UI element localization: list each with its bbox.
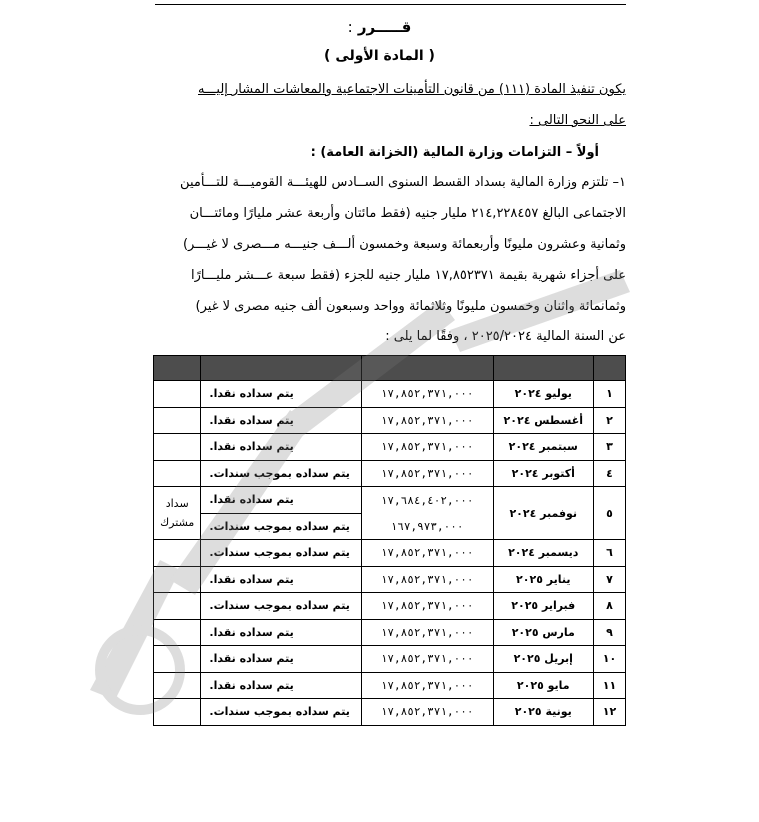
row-amount: ١٧,٨٥٢,٣٧١,٠٠٠: [361, 381, 493, 408]
row-number: ٢: [593, 407, 625, 434]
row-number: ٦: [593, 540, 625, 567]
decision-colon: :: [347, 18, 353, 36]
row-month: فبراير ٢٠٢٥: [493, 593, 593, 620]
row-extra: [154, 699, 201, 726]
row-month: أكتوبر ٢٠٢٤: [493, 460, 593, 487]
row-amount: ١٧,٨٥٢,٣٧١,٠٠٠: [361, 460, 493, 487]
row-number: ٣: [593, 434, 625, 461]
row-amount: ١٧,٨٥٢,٣٧١,٠٠٠: [361, 566, 493, 593]
intro-line-2: على النحو التالى :: [529, 113, 626, 128]
row-note: يتم سداده نقدا.: [201, 619, 361, 646]
row-number: ١: [593, 381, 625, 408]
row-amount: ١٧,٨٥٢,٣٧١,٠٠٠: [361, 699, 493, 726]
row-note: يتم سداده بموجب سندات.: [201, 699, 361, 726]
row-number: ١٠: [593, 646, 625, 673]
row-note: يتم سداده نقدا.: [201, 646, 361, 673]
row-amount: ١٧,٦٨٤,٤٠٢,٠٠٠: [361, 487, 493, 514]
row-number: ٥: [593, 487, 625, 540]
article-title: ( المادة الأولى ): [324, 48, 435, 64]
body-line-3: وثمانية وعشرون مليونًا وأربعمائة وسبعة وخمسون ألـــف جنيـــه مـــصرى لا غيـــر): [182, 237, 626, 252]
decision-label: قـــــرر: [357, 18, 412, 36]
row-note: يتم سداده بموجب سندات.: [201, 460, 361, 487]
row-month: ديسمبر ٢٠٢٤: [493, 540, 593, 567]
row-number: ٤: [593, 460, 625, 487]
row-extra: [154, 619, 201, 646]
section-heading: أولاً – التزامات وزارة المالية (الخزانة العامة) :: [310, 145, 599, 160]
row-month: يونية ٢٠٢٥: [493, 699, 593, 726]
row-note: يتم سداده بموجب سندات.: [201, 593, 361, 620]
row-note: يتم سداده نقدا.: [201, 487, 361, 514]
header-cell: [201, 356, 361, 381]
row-month: مايو ٢٠٢٥: [493, 672, 593, 699]
table-header-row: [154, 356, 626, 381]
row-note-2: يتم سداده بموجب سندات.: [201, 513, 361, 540]
decision-title: [0, 18, 759, 36]
row-extra: [154, 460, 201, 487]
row-extra: سداد مشترك: [154, 487, 201, 540]
table-row: [154, 646, 626, 673]
table-row: [154, 699, 626, 726]
body-line-2: الاجتماعى البالغ ٢١٤,٢٢٨٤٥٧ مليار جنيه (فقط مائتان وأربعة عشر مليارًا ومائتـــان: [189, 206, 626, 221]
table-row: [154, 407, 626, 434]
row-amount: ١٧,٨٥٢,٣٧١,٠٠٠: [361, 619, 493, 646]
header-cell: [493, 356, 593, 381]
header-cell: [593, 356, 625, 381]
row-amount: ١٧,٨٥٢,٣٧١,٠٠٠: [361, 646, 493, 673]
row-amount: ١٧,٨٥٢,٣٧١,٠٠٠: [361, 672, 493, 699]
row-number: ٧: [593, 566, 625, 593]
row-month: سبتمبر ٢٠٢٤: [493, 434, 593, 461]
row-amount: ١٧,٨٥٢,٣٧١,٠٠٠: [361, 593, 493, 620]
top-divider: [155, 4, 626, 5]
row-note: يتم سداده نقدا.: [201, 381, 361, 408]
body-line-6: عن السنة المالية ٢٠٢٥/٢٠٢٤ ، وفقًا لما يلى :: [385, 329, 626, 344]
table-row: [154, 593, 626, 620]
row-extra: [154, 593, 201, 620]
row-number: ١١: [593, 672, 625, 699]
table-row: [154, 460, 626, 487]
row-note: يتم سداده نقدا.: [201, 407, 361, 434]
row-extra: [154, 540, 201, 567]
row-amount-2: ١٦٧,٩٧٣,٠٠٠: [361, 513, 493, 540]
row-amount: ١٧,٨٥٢,٣٧١,٠٠٠: [361, 540, 493, 567]
row-note: يتم سداده نقدا.: [201, 672, 361, 699]
table-row: [154, 540, 626, 567]
row-month: إبريل ٢٠٢٥: [493, 646, 593, 673]
body-line-4: على أجزاء شهرية بقيمة ١٧,٨٥٢٣٧١ مليار جنيه للجزء (فقط سبعة عـــشر مليـــارًا: [190, 268, 626, 283]
row-extra: [154, 566, 201, 593]
row-number: ١٢: [593, 699, 625, 726]
row-number: ٨: [593, 593, 625, 620]
row-extra: [154, 381, 201, 408]
table-row: [154, 672, 626, 699]
row-note: يتم سداده نقدا.: [201, 566, 361, 593]
row-extra: [154, 434, 201, 461]
payments-table: [153, 355, 626, 726]
row-month: مارس ٢٠٢٥: [493, 619, 593, 646]
table-row: [154, 434, 626, 461]
row-amount: ١٧,٨٥٢,٣٧١,٠٠٠: [361, 407, 493, 434]
row-number: ٩: [593, 619, 625, 646]
row-note: يتم سداده بموجب سندات.: [201, 540, 361, 567]
row-extra: [154, 646, 201, 673]
table-row: [154, 619, 626, 646]
body-line-1: ١– تلتزم وزارة المالية بسداد القسط السنوى الســادس للهيئـــة القوميـــة للتـــأمين: [180, 175, 626, 190]
row-extra: [154, 672, 201, 699]
header-cell: [154, 356, 201, 381]
table-row: [154, 381, 626, 408]
row-month: أغسطس ٢٠٢٤: [493, 407, 593, 434]
table-row: [154, 487, 626, 514]
row-amount: ١٧,٨٥٢,٣٧١,٠٠٠: [361, 434, 493, 461]
table-row: [154, 566, 626, 593]
header-cell: [361, 356, 493, 381]
row-month: يناير ٢٠٢٥: [493, 566, 593, 593]
row-month: يوليو ٢٠٢٤: [493, 381, 593, 408]
row-extra: [154, 407, 201, 434]
row-month: نوفمبر ٢٠٢٤: [493, 487, 593, 540]
row-note: يتم سداده نقدا.: [201, 434, 361, 461]
intro-line-1: يكون تنفيذ المادة (١١١) من قانون التأمينات الاجتماعية والمعاشات المشار إليـــه: [198, 82, 626, 97]
body-line-5: وثمانمائة واثنان وخمسون مليونًا وثلاثمائة وواحد وسبعون ألف جنيه مصرى لا غير): [195, 299, 626, 314]
